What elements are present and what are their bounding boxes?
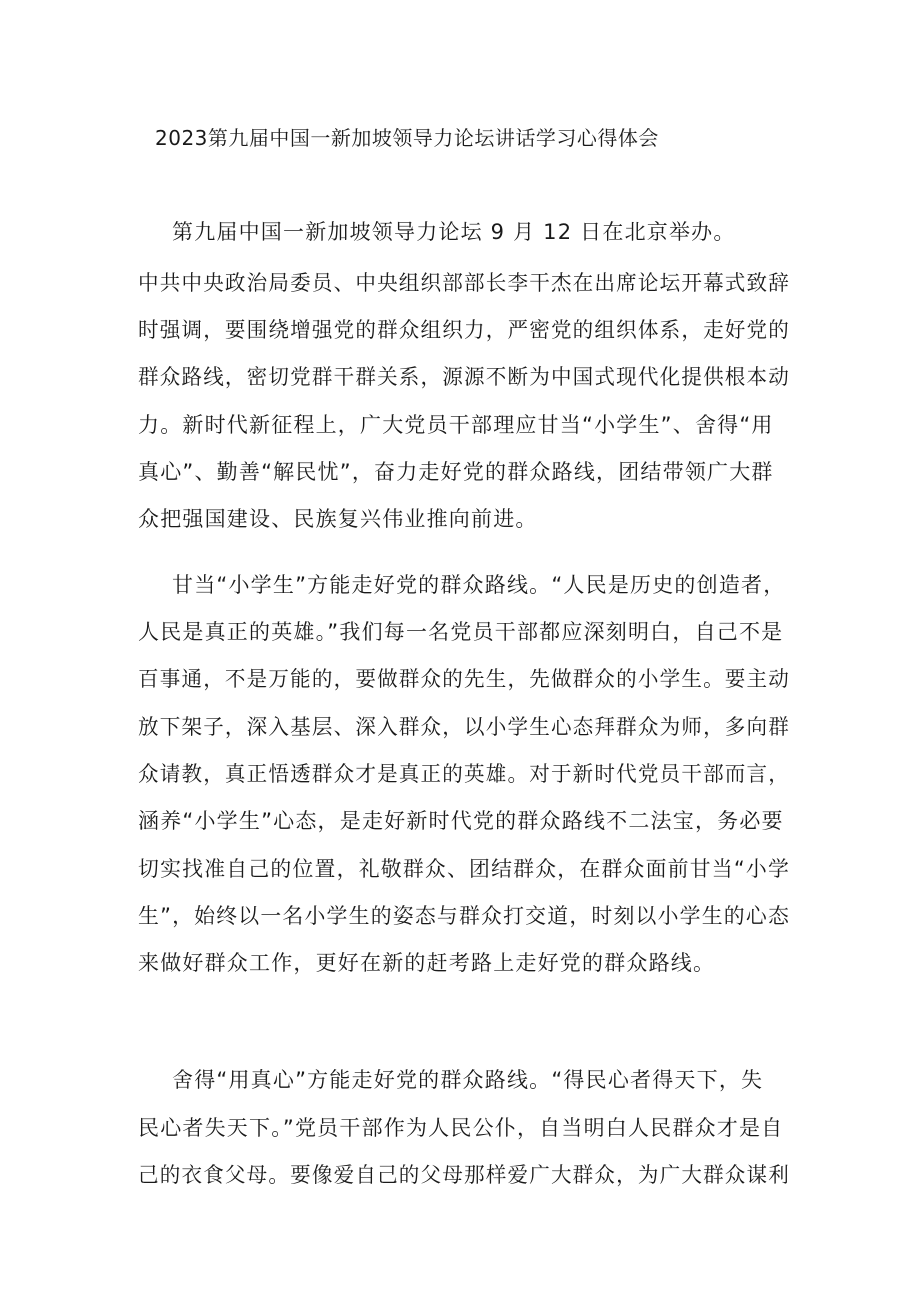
paragraph-1-line: 中共中央政治局委员、中央组织部部长李干杰在出席论坛开幕式致辞: [138, 271, 791, 295]
paragraph-1-line: 力。新时代新征程上，广大党员干部理应甘当“小学生”、舍得“用: [138, 413, 774, 437]
paragraph-1-line: 时强调，要围绕增强党的群众组织力，严密党的组织体系，走好党的: [138, 318, 791, 342]
paragraph-3-line: 民心者失天下。”党员干部作为人民公仆，自当明白人民群众才是自: [138, 1116, 784, 1140]
paragraph-1-line: 众把强国建设、民族复兴伟业推向前进。: [138, 507, 538, 531]
document-title: 2023第九届中国一新加坡领导力论坛讲话学习心得体会: [155, 126, 659, 150]
paragraph-2-line: 来做好群众工作，更好在新的赶考路上走好党的群众路线。: [138, 951, 716, 975]
paragraph-2-line: 放下架子，深入基层、深入群众，以小学生心态拜群众为师，多向群: [138, 715, 791, 739]
paragraph-2-line: 百事通，不是万能的，要做群众的先生，先做群众的小学生。要主动: [138, 667, 791, 691]
paragraph-3-line: 己的衣食父母。要像爱自己的父母那样爱广大群众，为广大群众谋利: [138, 1163, 791, 1187]
paragraph-1-line: 群众路线，密切党群干群关系，源源不断为中国式现代化提供根本动: [138, 365, 791, 389]
paragraph-2-line: 涵养“小学生”心态，是走好新时代党的群众路线不二法宝，务必要: [138, 809, 784, 833]
paragraph-1-line: 第九届中国一新加坡领导力论坛 9 月 12 日在北京举办。: [172, 220, 736, 244]
paragraph-2-line: 切实找准自己的位置，礼敬群众、团结群众，在群众面前甘当“小学: [138, 857, 791, 881]
paragraph-2-line: 生”，始终以一名小学生的姿态与群众打交道，时刻以小学生的心态: [138, 904, 791, 928]
paragraph-2-line: 众请教，真正悟透群众才是真正的英雄。对于新时代党员干部而言，: [138, 762, 791, 786]
paragraph-2-line: 人民是真正的英雄。”我们每一名党员干部都应深刻明白，自己不是: [138, 620, 784, 644]
paragraph-3-line: 舍得“用真心”方能走好党的群众路线。“得民心者得天下，失: [172, 1068, 764, 1092]
paragraph-2-line: 甘当“小学生”方能走好党的群众路线。“人民是历史的创造者，: [172, 573, 786, 597]
paragraph-1-line: 真心”、勤善“解民忧”，奋力走好党的群众路线，团结带领广大群: [138, 460, 774, 484]
